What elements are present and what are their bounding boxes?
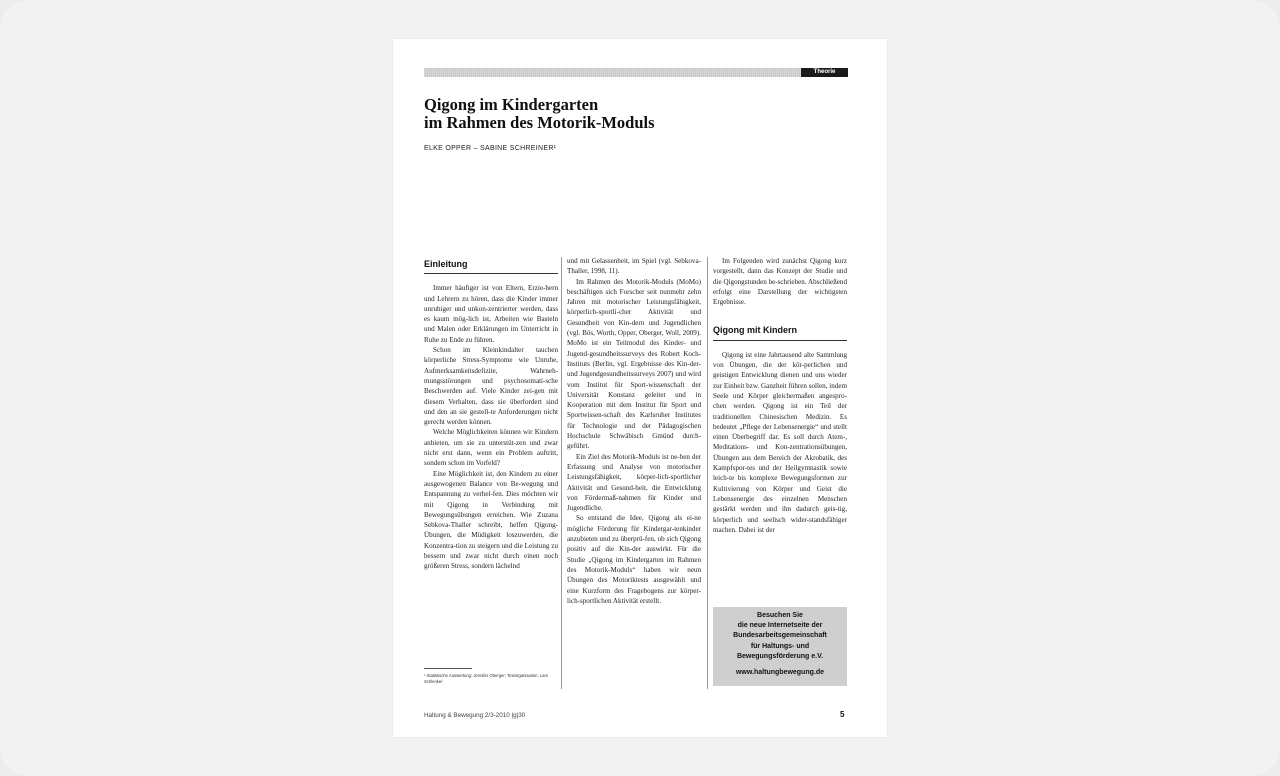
document-page [393, 39, 887, 737]
title-line-2: im Rahmen des Motorik-Moduls [424, 113, 655, 132]
footnote: ¹ Statistische Auswertung: Jennifer Oberger; Textorganisation: Lars Schlenker [424, 673, 548, 684]
article-title [424, 96, 844, 132]
paragraph: Ein Ziel des Motorik-Moduls ist ne-ben der Erfassung und Analyse von motorischer Leistungsfähigkeit, körper-lich-sportlicher Aktivität und Gesund-heit, die Entwicklung von Fördermaß-nahmen für Kinder und Jugendliche. [567, 452, 701, 513]
advert-line: die neue Internetseite der [737, 622, 823, 630]
article-authors: ELKE OPPER – SABINE SCHREINER¹ [424, 145, 557, 152]
paragraph: Im Rahmen des Motorik-Moduls (MoMo) beschäftigen sich Forscher seit nunmehr zehn Jahren mit motorischer Leistungsfähigkeit, körperlich-sportli-cher Aktivität und Gesundheit von Kin-dern und Jugendlichen (vgl. Bös, Worth, Opper, Oberger, Woll, 2009). MoMo ist ein Teilmodul des Kinder- und Jugend-gesundheitssurveys des Robert Koch-Instituts (Berlin, vgl. Ergebnisse des Kin-der- und Jugendgesundheitssurveys 2007) und wird vom Institut für Sport-wissenschaft der Universität Konstanz geleitet und in Kooperation mit dem Institut für Sport und Sportwissen-schaft des Karlsruher Institutes für Technologie und der Pädagogischen Hochschule Schwäbisch Gmünd durch-geführt. [567, 277, 701, 451]
advert-box [713, 607, 847, 686]
text-column-1 [424, 256, 558, 572]
advert-url-link[interactable]: www.haltungbewegung.de [735, 669, 825, 677]
footnote-rule [424, 668, 472, 669]
journal-footer: Haltung & Bewegung 2/3-2010 |g|30 [424, 712, 526, 719]
column-divider [707, 257, 708, 689]
paragraph: Schon im Kleinkindalter tauchen körperliche Stress-Symptome wie Unruhe, Aufmerksamkeitsdefizite, Wahrneh-mungsstörungen und psychosomati-sche Beschwerden auf. Viele Kinder zei-gen mit diesem Verhalten, dass sie überfordert sind und den an sie gestell-te Anforderungen nicht gerecht werden können. [424, 346, 558, 427]
text-column-3 [713, 256, 847, 535]
paragraph: Qigong ist eine Jahrtausend alte Sammlung von Übungen, die der kör-perlichen und geistigen Entwicklung dienen und uns wieder zur Einheit bzw. Ganzheit führen sollen, indem Seele und Körper gleichermaßen angespro-chen werden. Qigong ist ein Teil der traditionellen Chinesischen Medizin. Es bedeutet „Pflege der Lebensenergie“ und stellt einen Überbegriff dar. Es soll durch Atem-, Meditations- und Kon-zentrationsübungen, Übungen aus dem Bereich der Akrobatik, des Kampfspor-tes und der Heilgymnastik sowie leich-te bis komplexe Bewegungsformen zur Kultivierung von Körper und Geist die Lebensenergie des einzelnen Menschen gestärkt werden und ihn dadurch geis-tig, körperlich und seelisch wider-standsfähiger machen. Dabei ist der [713, 350, 847, 534]
paragraph: Eine Möglichkeit ist, den Kindern zu einer ausgewogenen Balance von Be-wegung und Entspannung zu verhel-fen. Dies möchten wir mit Qigong in Verbindung mit Bewegungsübungen erreichen. Wie Zuzana Sebkova-Thaller schreibt, helfen Qigong-Übungen, die Müdigkeit loszuwerden, die Konzentra-tion zu steigern und die Leistung zu bessern und zwar nicht durch einen noch größeren Stress, sondern lächelnd [424, 469, 558, 571]
title-line-1: Qigong im Kindergarten [424, 95, 599, 114]
advert-line: Bundesarbeitsgemeinschaft [733, 632, 827, 640]
text-column-2 [567, 256, 701, 606]
section-tag: Theorie [801, 68, 848, 77]
paragraph: So entstand die Idee, Qigong als ei-ne mögliche Förderung für Kindergar-tenkinder anzubieten und zu überprü-fen, ob sich Qigong positiv auf die Kin-der auswirkt. Für die Studie „Qigong im Kindergarten im Rahmen des Motorik-Moduls“ haben wir neun Übungen des Motoriktests ausgewählt und eine Kurzform des Fragebogens zur körper-lich-sportlichen Aktivität erstellt. [567, 514, 701, 605]
heading-qigong-mit-kindern: Qigong mit Kindern [713, 325, 847, 340]
page-number: 5 [840, 710, 845, 719]
column-divider [561, 257, 562, 689]
heading-einleitung: Einleitung [424, 259, 558, 274]
paragraph: und mit Gelassenheit, im Spiel (vgl. Sebkova-Thaller, 1998, 11). [567, 257, 701, 276]
advert-line: Bewegungsförderung e.V. [736, 652, 824, 660]
header-hatch-bar [424, 68, 801, 77]
advert-line: Besuchen Sie [757, 612, 803, 619]
paragraph: Immer häufiger ist von Eltern, Erzie-hern und Lehrern zu hören, dass die Kinder immer unruhiger und unkon-zentrierter werden, dass es kaum mög-lich ist, Arbeiten wie Basteln und Malen oder Erklärungen im Unterricht in Ruhe zu Ende zu führen. [424, 284, 558, 344]
paragraph: Welche Möglichkeiten können wir Kindern anbieten, um sie zu unterstüt-zen und zwar nicht erst dann, wenn ein Problem auftritt, sondern schon im Vorfeld? [424, 428, 558, 468]
paragraph: Im Folgenden wird zunächst Qigong kurz vorgestellt, dann das Konzept der Studie und die Qigongstunden be-schrieben. Abschließend erfolgt eine Darstellung der wichtigsten Ergebnisse. [713, 257, 847, 307]
advert-line: für Haltungs- und [750, 642, 810, 650]
